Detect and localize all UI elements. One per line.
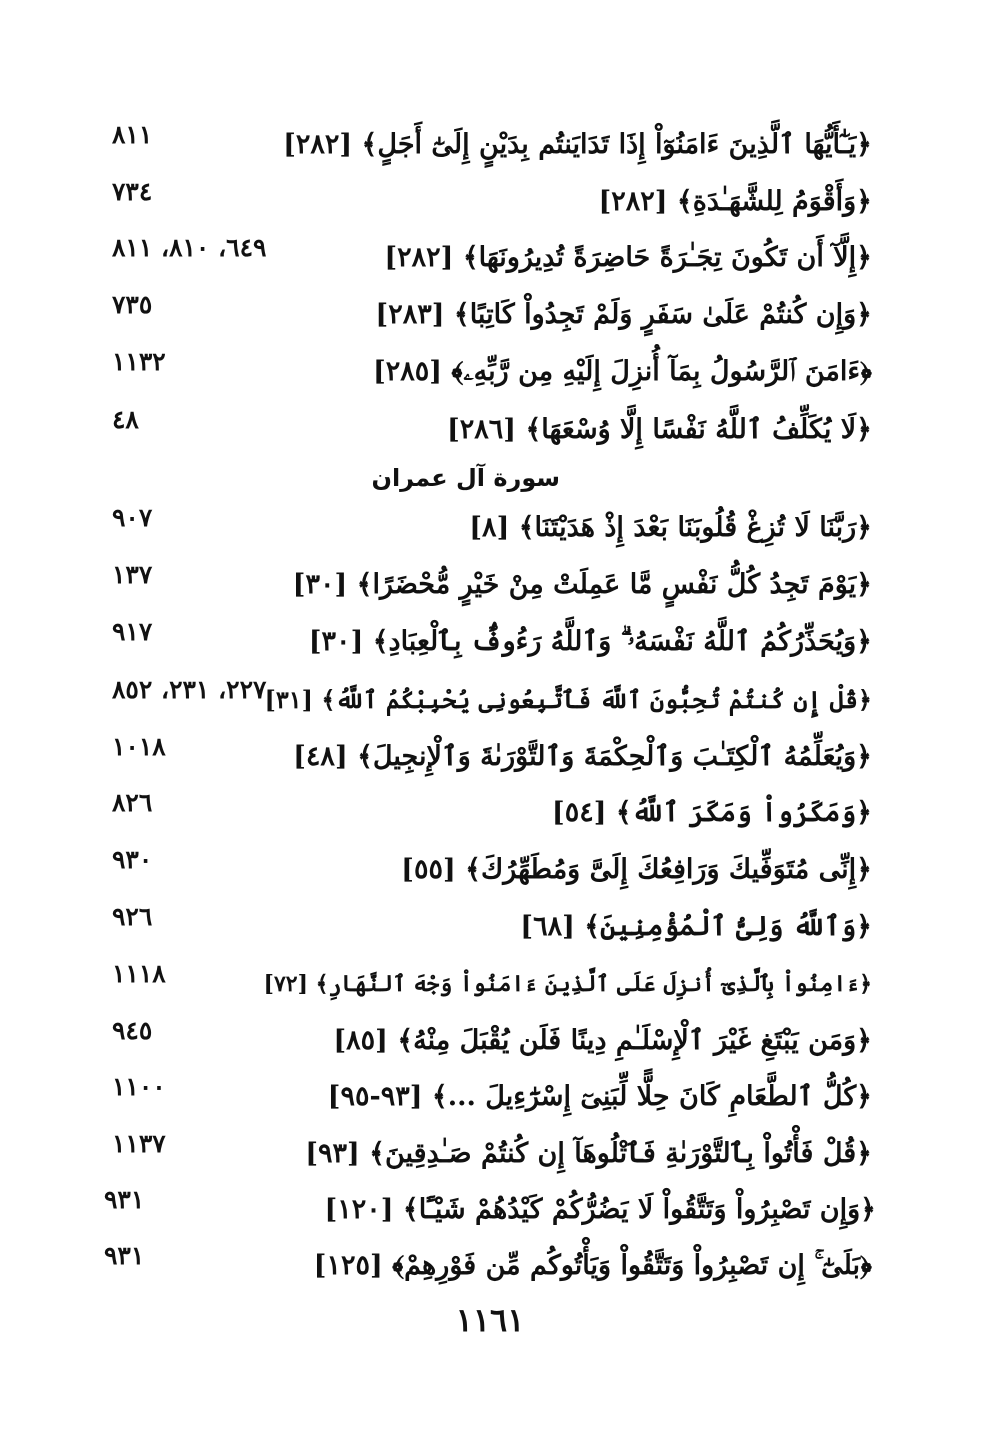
page-references: ٩٤٥: [112, 1016, 153, 1045]
page-references: ١٣٧: [112, 560, 153, 589]
index-entry: [0, 1129, 1000, 1174]
verse-text: ﴿وَأَقْوَمُ لِلشَّهَـٰدَةِ﴾ [٢٨٢]: [598, 186, 872, 217]
page-references: ٤٨: [112, 405, 139, 434]
page-references: ٩٣١: [104, 1185, 145, 1214]
page-references: ٢٢٧، ٢٣١، ٨٥٢: [112, 675, 267, 704]
index-entry: [0, 120, 1000, 165]
verse-text: ﴿رَبَّنَا لَا تُزِغْ قُلُوبَنَا بَعْدَ إِذْ هَدَيْتَنَا﴾ [٨]: [469, 512, 872, 543]
verse-text: ﴿إِلَّآ أَن تَكُونَ تِجَـٰرَةً حَاضِرَةً تُدِيرُونَهَا﴾ [٢٨٢]: [384, 242, 872, 273]
verse-text: ﴿ءَامَنَ ٱلرَّسُولُ بِمَآ أُنزِلَ إِلَيْهِ مِن رَّبِّهِۦ﴾ [٢٨٥]: [372, 356, 872, 387]
verse-text: ﴿يَـٰٓأَيُّهَا ٱلَّذِينَ ءَامَنُوٓاْ إِذَا تَدَايَنتُم بِدَيْنٍ إِلَىٰٓ أَجَلٍ﴾ [٢٨٢]: [283, 129, 872, 160]
page-references: ٩٣٠: [112, 845, 153, 874]
index-entry: [0, 503, 1000, 548]
index-entry: [0, 1016, 1000, 1061]
section-heading: سورة آل عمران: [371, 464, 560, 492]
verse-text: ﴿قُلْ فَأْتُواْ بِٱلتَّوْرَىٰةِ فَٱتْلُوهَآ إِن كُنتُمْ صَـٰدِقِينَ﴾ [٩٣]: [305, 1138, 872, 1169]
page-references: ٨١١: [112, 120, 153, 149]
page-references: ٧٣٥: [112, 290, 153, 319]
verse-text: ﴿لَا يُكَلِّفُ ٱللَّهُ نَفْسًا إِلَّا وُسْعَهَا﴾ [٢٨٦]: [446, 414, 872, 445]
page-references: ٩٢٦: [112, 902, 153, 931]
index-entry: [0, 1241, 1000, 1286]
verse-text: ﴿وَمَن يَبْتَغِ غَيْرَ ٱلْإِسْلَـٰمِ دِينًا فَلَن يُقْبَلَ مِنْهُ﴾ [٨٥]: [333, 1025, 872, 1056]
page-references: ٧٣٤: [112, 177, 153, 206]
verse-text: ﴿وَيُحَذِّرُكُمُ ٱللَّهُ نَفْسَهُۥ ۗ وَٱللَّهُ رَءُوفٌۢ بِٱلْعِبَادِ﴾ [٣٠]: [308, 626, 872, 657]
index-entry: [0, 959, 1000, 1004]
verse-text: ﴿ءَامِنُواْ بِٱلَّذِىٓ أُنزِلَ عَلَى ٱلَّذِينَ ءَامَنُواْ وَجْهَ ٱلنَّهَارِ﴾ [٧٢]: [263, 971, 872, 997]
page-references: ٩١٧: [112, 617, 153, 646]
verse-text: ﴿وَيُعَلِّمُهُ ٱلْكِتَـٰبَ وَٱلْحِكْمَةَ وَٱلتَّوْرَىٰةَ وَٱلْإِنجِيلَ﴾ [٤٨]: [293, 741, 872, 772]
index-entry: [0, 675, 1000, 720]
page-references: ١٠١٨: [112, 732, 166, 761]
page-references: ١١٣٧: [112, 1129, 166, 1158]
index-entry: [0, 347, 1000, 392]
verse-text: ﴿يَوْمَ تَجِدُ كُلُّ نَفْسٍ مَّا عَمِلَتْ مِنْ خَيْرٍ مُّحْضَرًا﴾ [٣٠]: [292, 569, 872, 600]
index-entry: [0, 1072, 1000, 1117]
verse-text: ﴿وَإِن كُنتُمْ عَلَىٰ سَفَرٍ وَلَمْ تَجِدُواْ كَاتِبًا﴾ [٢٨٣]: [375, 299, 872, 330]
index-entry: [0, 902, 1000, 947]
page-references: ٨٢٦: [112, 788, 153, 817]
index-entry: [0, 233, 1000, 278]
page-references: ١١٣٢: [112, 347, 166, 376]
index-entry: [0, 788, 1000, 833]
page-references: ١١١٨: [112, 959, 166, 988]
page-references: ٩٠٧: [112, 503, 153, 532]
index-entry: [0, 732, 1000, 777]
page-references: ٩٣١: [104, 1241, 145, 1270]
verse-text: ﴿بَلَىٰٓ ۚ إِن تَصْبِرُواْ وَتَتَّقُواْ وَيَأْتُوكُم مِّن فَوْرِهِمْ﴾ [١٢٥]: [313, 1250, 872, 1281]
verse-text: ﴿قُلْ إِن كُنتُمْ تُحِبُّونَ ٱللَّهَ فَٱتَّبِعُونِى يُحْبِبْكُمُ ٱللَّهُ﴾ [٣١]: [264, 685, 872, 714]
index-entry: [0, 1185, 1000, 1230]
verse-text: ﴿كُلُّ ٱلطَّعَامِ كَانَ حِلًّا لِّبَنِىٓ إِسْرَٰٓءِيلَ ...﴾ [٩٣-٩٥]: [327, 1081, 872, 1112]
index-entry: [0, 405, 1000, 450]
index-entry: [0, 290, 1000, 335]
page-references: ٦٤٩، ٨١٠، ٨١١: [112, 233, 267, 262]
verse-text: ﴿وَٱللَّهُ وَلِىُّ ٱلْمُؤْمِنِينَ﴾ [٦٨]: [520, 911, 872, 942]
verse-text: ﴿وَإِن تَصْبِرُواْ وَتَتَّقُواْ لَا يَضُرُّكُمْ كَيْدُهُمْ شَيْـًٔا﴾ [١٢٠]: [324, 1194, 876, 1225]
index-entry: [0, 845, 1000, 890]
index-entry: [0, 177, 1000, 222]
index-entry: [0, 617, 1000, 662]
page-number: ١١٦١: [455, 1301, 525, 1339]
verse-text: ﴿إِنِّى مُتَوَفِّيكَ وَرَافِعُكَ إِلَىَّ وَمُطَهِّرُكَ﴾ [٥٥]: [401, 854, 872, 885]
index-entry: [0, 560, 1000, 605]
verse-text: ﴿وَمَكَرُواْ وَمَكَرَ ٱللَّهُ﴾ [٥٤]: [551, 797, 872, 828]
page-references: ١١٠٠: [112, 1072, 166, 1101]
